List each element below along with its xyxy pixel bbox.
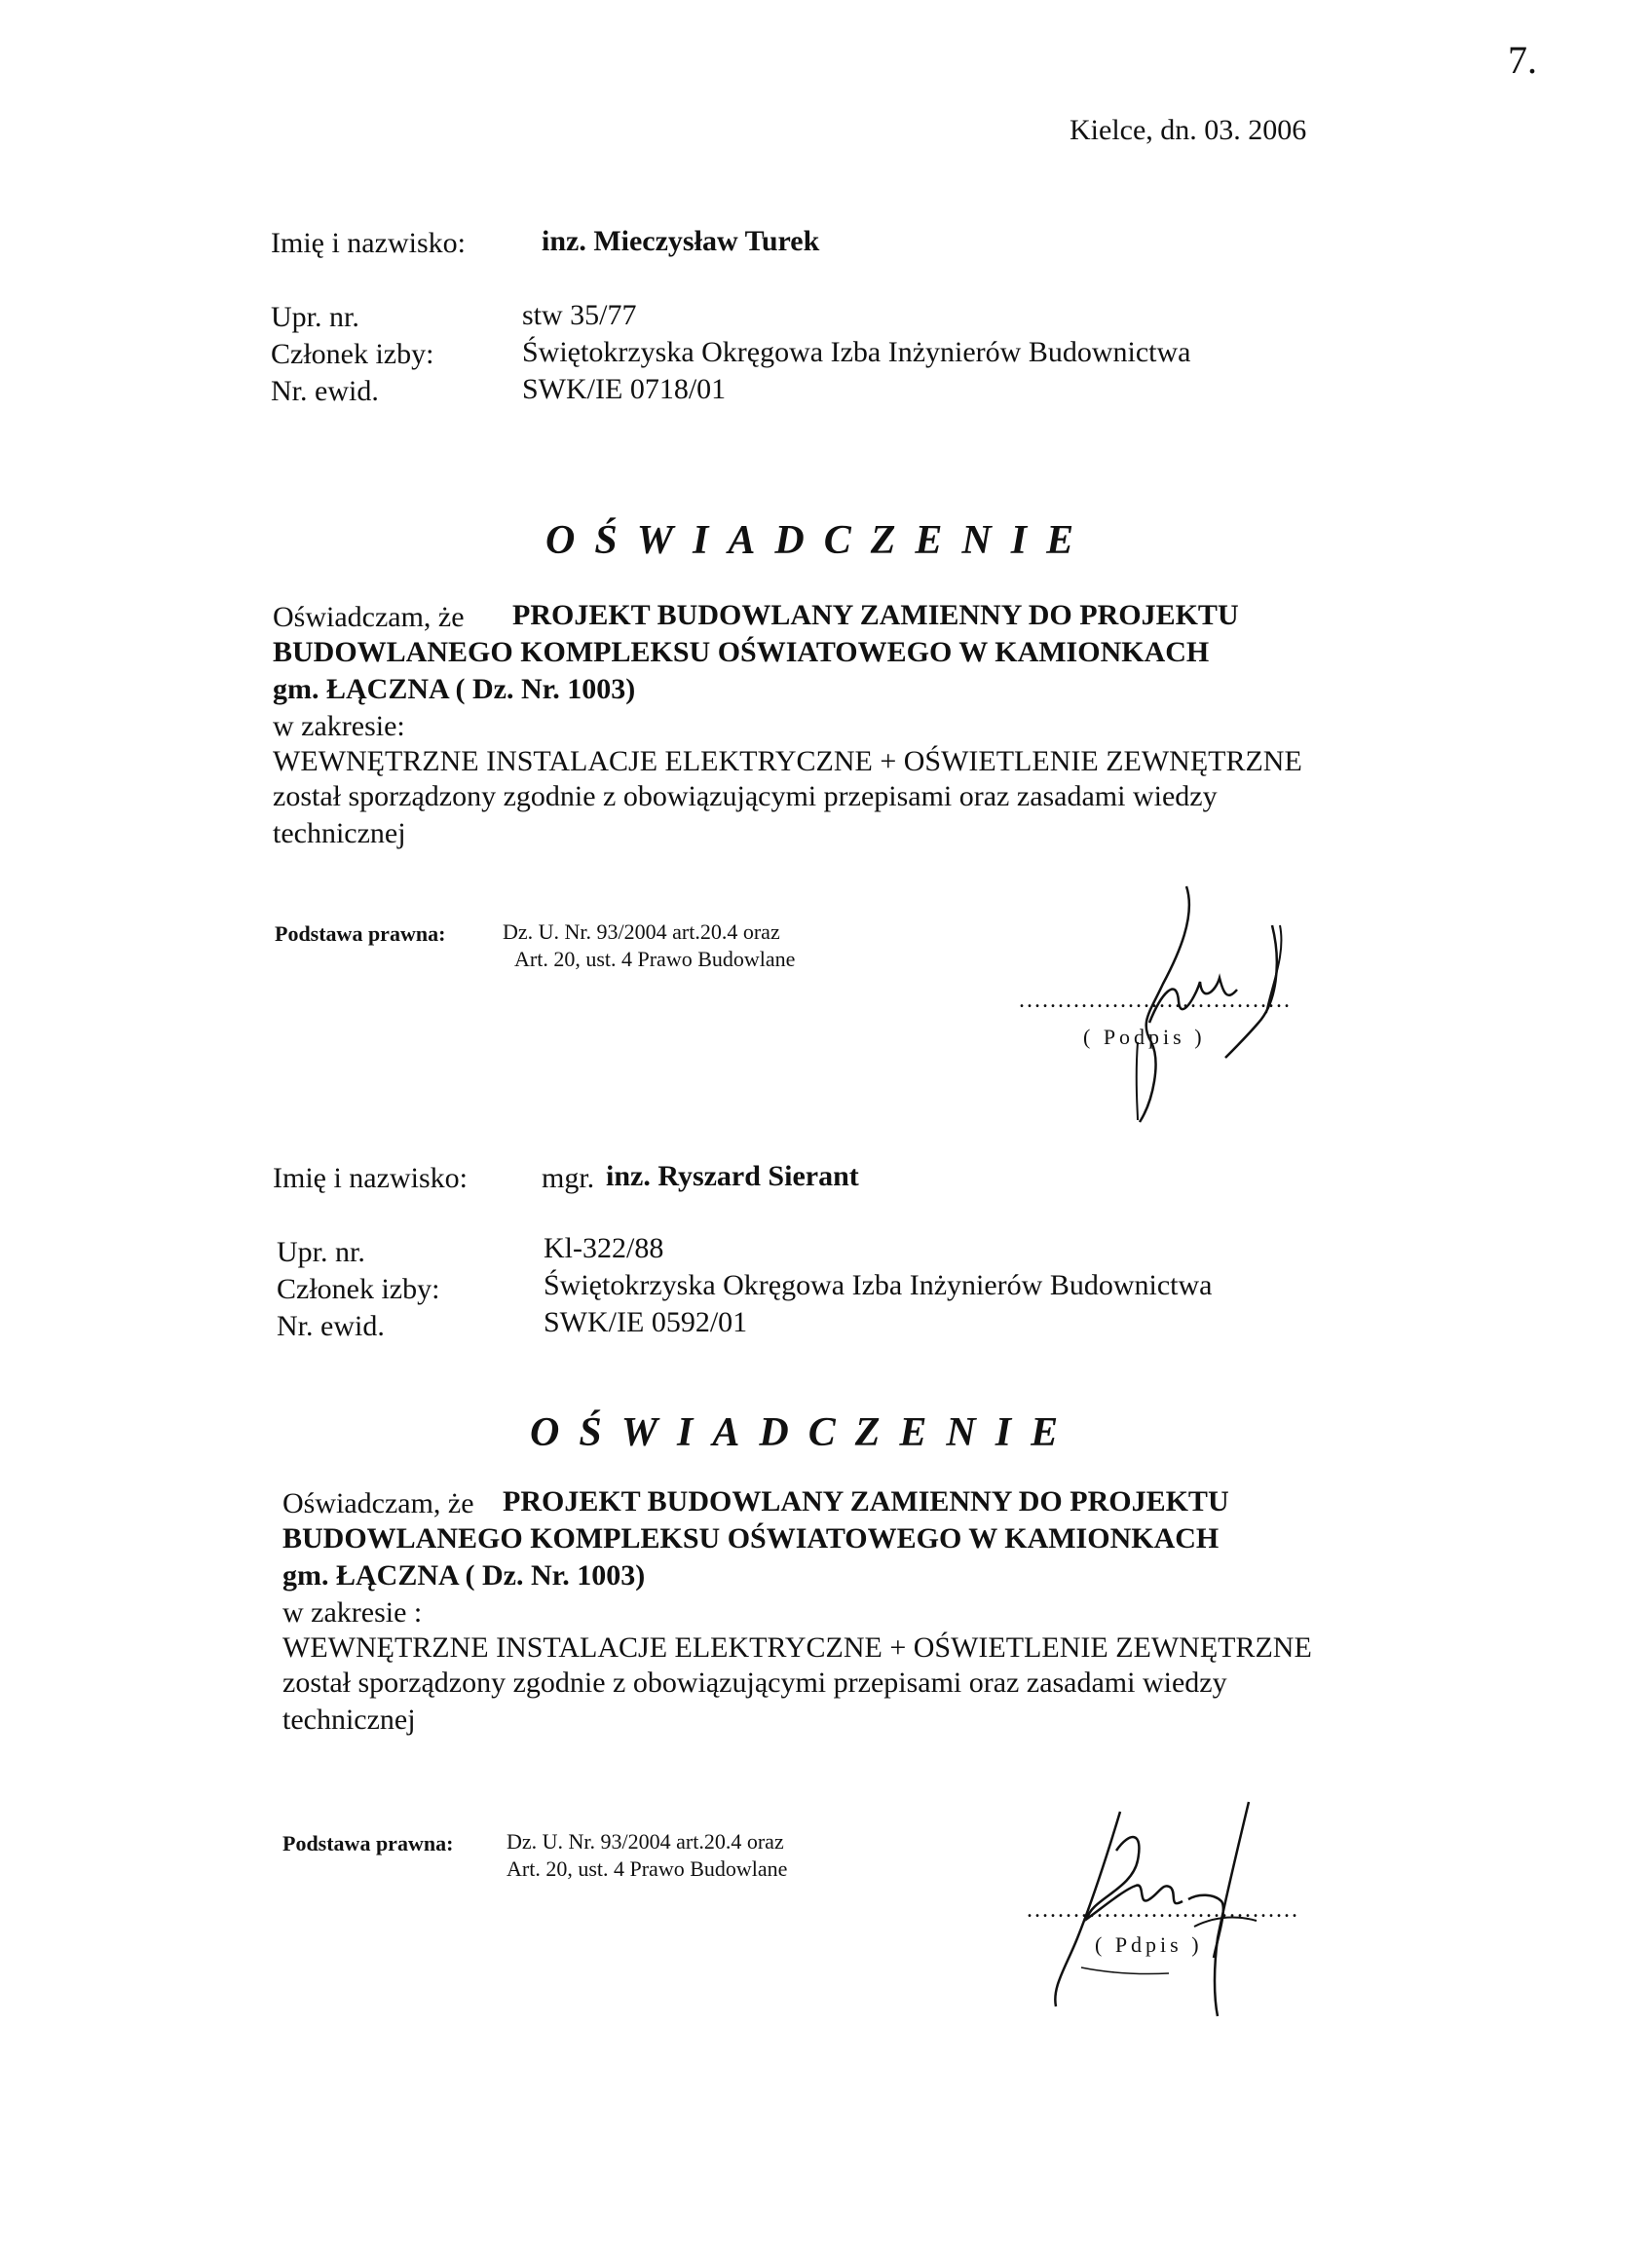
date-line: Kielce, dn. 03. 2006 [1070,114,1307,146]
project-line-2: BUDOWLANEGO KOMPLEKSU OŚWIATOWEGO W KAMIONKACH [273,636,1210,668]
scope-label: w zakresie : [282,1596,423,1629]
ewid-value: SWK/IE 0718/01 [522,373,727,405]
upr-label: Upr. nr. [277,1236,365,1268]
conclusion-line-1: został sporządzony zgodnie z obowiązującymi przepisami oraz zasadami wiedzy [273,780,1218,812]
name-label: Imię i nazwisko: [273,1162,468,1194]
engineer-name: inz. Ryszard Sierant [606,1160,859,1192]
legal-basis-line-1: Dz. U. Nr. 93/2004 art.20.4 oraz [503,919,780,944]
engineer-name: inz. Mieczysław Turek [542,225,820,257]
signature-caption: ( Podpis ) [1083,1025,1206,1049]
upr-value: stw 35/77 [522,299,637,331]
project-line-3: gm. ŁĄCZNA ( Dz. Nr. 1003) [273,673,636,705]
legal-basis-line-2: Art. 20, ust. 4 Prawo Budowlane [514,947,796,971]
conclusion-line-2: technicznej [282,1704,416,1736]
statement-intro: Oświadczam, że [273,601,465,633]
conclusion-line-2: technicznej [273,817,406,849]
scope-text: WEWNĘTRZNE INSTALACJE ELEKTRYCZNE + OŚWIETLENIE ZEWNĘTRZNE [282,1631,1312,1664]
project-line-2: BUDOWLANEGO KOMPLEKSU OŚWIATOWEGO W KAMIONKACH [282,1522,1220,1555]
upr-label: Upr. nr. [271,301,359,333]
signature-line: ................................... [1019,988,1292,1013]
statement-heading: OŚWIADCZENIE [530,1410,1078,1455]
project-line-1: PROJEKT BUDOWLANY ZAMIENNY DO PROJEKTU [512,599,1239,631]
signature-line: ................................... [1027,1897,1299,1923]
page-number: 7. [1508,38,1537,82]
conclusion-line-1: został sporządzony zgodnie z obowiązującymi przepisami oraz zasadami wiedzy [282,1667,1227,1699]
handwritten-signature-icon [1081,877,1334,1130]
statement-heading: OŚWIADCZENIE [545,518,1094,563]
member-label: Członek izby: [271,338,434,370]
name-label: Imię i nazwisko: [271,227,466,259]
statement-intro: Oświadczam, że [282,1487,474,1519]
legal-basis-label: Podstawa prawna: [275,921,446,946]
scope-label: w zakresie: [273,710,405,742]
ewid-label: Nr. ewid. [271,375,379,407]
member-value: Świętokrzyska Okręgowa Izba Inżynierów Budownictwa [544,1269,1213,1301]
legal-basis-line-1: Dz. U. Nr. 93/2004 art.20.4 oraz [507,1829,784,1854]
ewid-label: Nr. ewid. [277,1310,385,1342]
member-value: Świętokrzyska Okręgowa Izba Inżynierów Budownictwa [522,336,1191,368]
member-label: Członek izby: [277,1273,440,1305]
legal-basis-line-2: Art. 20, ust. 4 Prawo Budowlane [507,1856,788,1881]
handwritten-signature-icon [1023,1792,1295,2026]
project-line-1: PROJEKT BUDOWLANY ZAMIENNY DO PROJEKTU [503,1485,1229,1517]
scope-text: WEWNĘTRZNE INSTALACJE ELEKTRYCZNE + OŚWIETLENIE ZEWNĘTRZNE [273,745,1302,777]
legal-basis-label: Podstawa prawna: [282,1831,454,1855]
ewid-value: SWK/IE 0592/01 [544,1306,748,1338]
project-line-3: gm. ŁĄCZNA ( Dz. Nr. 1003) [282,1559,646,1592]
engineer-title: mgr. [542,1162,595,1194]
signature-caption: ( Pdpis ) [1095,1932,1203,1957]
upr-value: Kl-322/88 [544,1232,664,1264]
